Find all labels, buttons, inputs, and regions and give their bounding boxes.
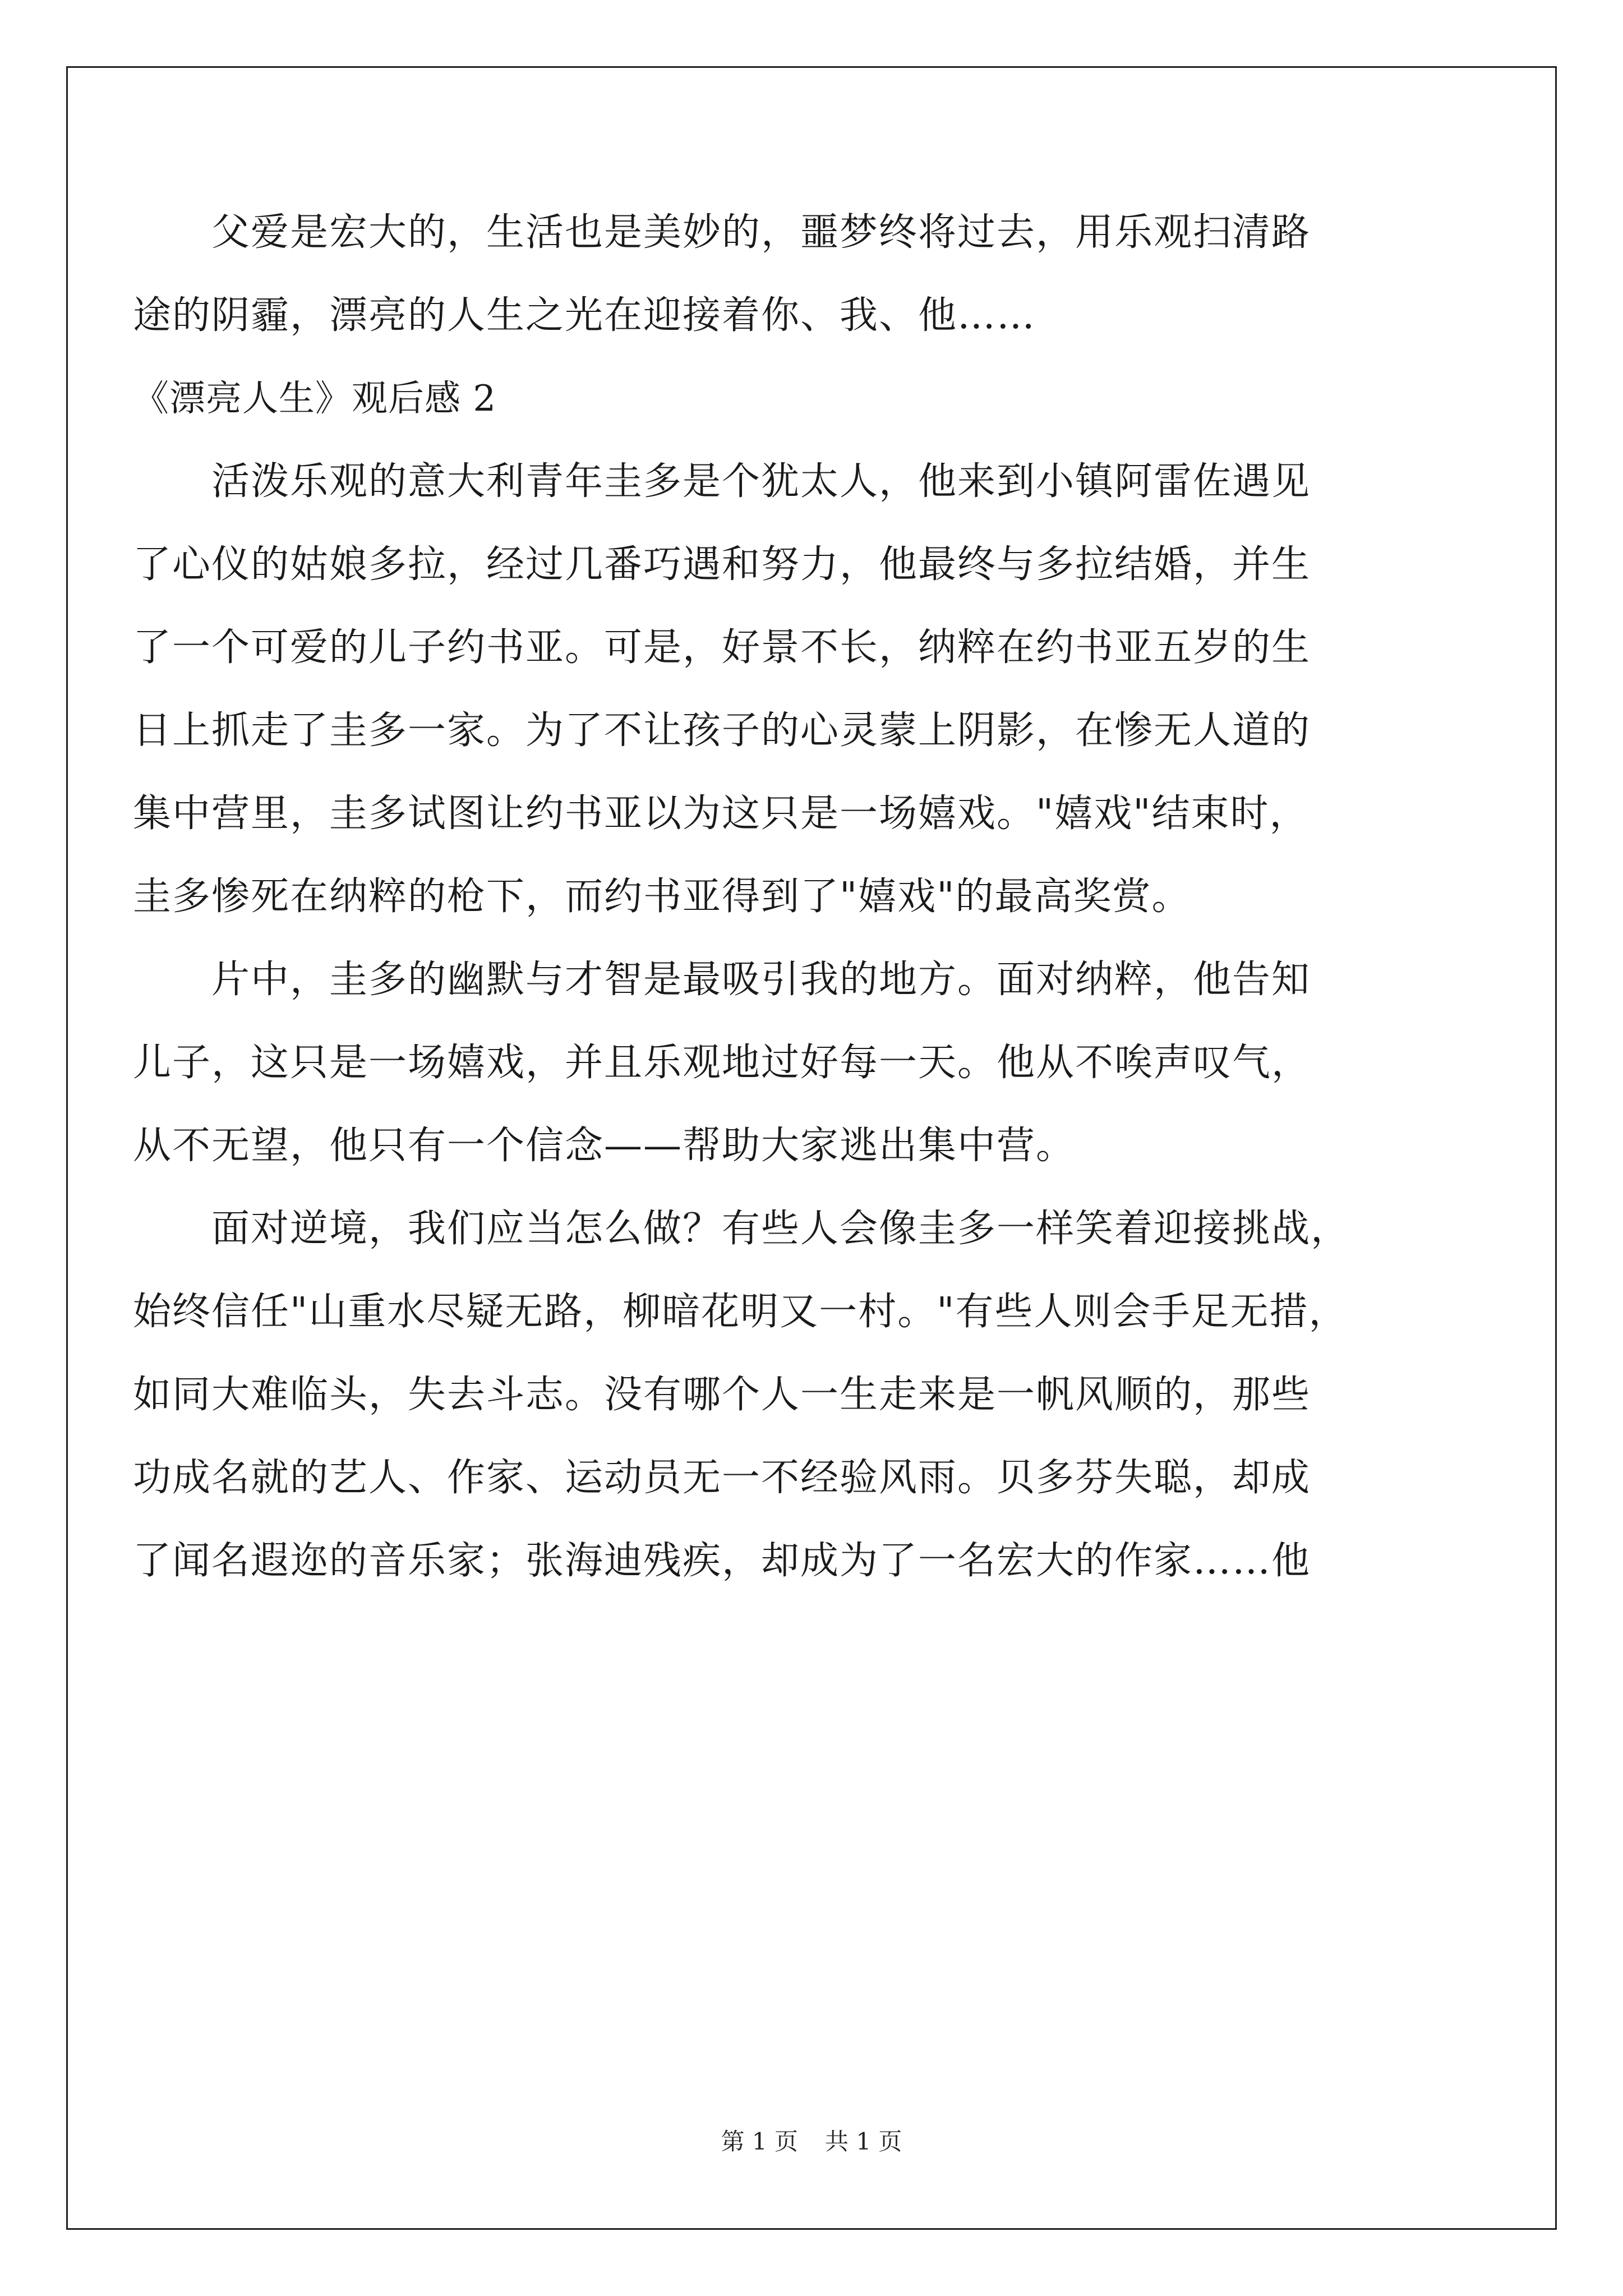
- paragraph-line: 片中，圭多的幽默与才智是最吸引我的地方。面对纳粹，他告知: [133, 958, 1311, 1002]
- paragraph-line: 日上抓走了圭多一家。为了不让孩子的心灵蒙上阴影，在惨无人道的: [133, 708, 1311, 753]
- paragraph-line: 集中营里，圭多试图让约书亚以为这只是一场嬉戏。"嬉戏"结束时，: [133, 792, 1309, 836]
- paragraph-line: 圭多惨死在纳粹的枪下，而约书亚得到了"嬉戏"的最高奖赏。: [133, 875, 1191, 919]
- paragraph-line: 如同大难临头，失去斗志。没有哪个人一生走来是一帆风顺的，那些: [133, 1373, 1311, 1417]
- paragraph-line: 始终信任"山重水尽疑无路，柳暗花明又一村。"有些人则会手足无措，: [133, 1290, 1348, 1334]
- paragraph-line: 途的阴霾，漂亮的人生之光在迎接着你、我、他……: [133, 293, 1036, 338]
- paragraph-line: 面对逆境，我们应当怎么做？有些人会像圭多一样笑着迎接挑战，: [133, 1207, 1350, 1251]
- page-number: 第 1 页: [721, 2128, 798, 2155]
- paragraph-line: 了一个可爱的儿子约书亚。可是，好景不长，纳粹在约书亚五岁的生: [133, 625, 1311, 670]
- page-footer: [0, 2125, 1623, 2159]
- paragraph-line: 功成名就的艺人、作家、运动员无一不经验风雨。贝多芬失聪，却成: [133, 1456, 1311, 1500]
- section-title: 《漂亮人生》观后感 2: [133, 378, 497, 420]
- paragraph-line: 儿子，这只是一场嬉戏，并且乐观地过好每一天。他从不唉声叹气，: [133, 1041, 1311, 1085]
- paragraph-line: 活泼乐观的意大利青年圭多是个犹太人，他来到小镇阿雷佐遇见: [133, 459, 1311, 504]
- paragraph-line: 了闻名遐迩的音乐家；张海迪残疾，却成为了一名宏大的作家……他: [133, 1539, 1311, 1583]
- paragraph-line: 从不无望，他只有一个信念——帮助大家逃出集中营。: [133, 1124, 1076, 1168]
- page-total: 共 1 页: [825, 2128, 902, 2155]
- paragraph-line: 了心仪的姑娘多拉，经过几番巧遇和努力，他最终与多拉结婚，并生: [133, 542, 1311, 587]
- paragraph-line: 父爱是宏大的，生活也是美妙的，噩梦终将过去，用乐观扫清路: [133, 210, 1311, 255]
